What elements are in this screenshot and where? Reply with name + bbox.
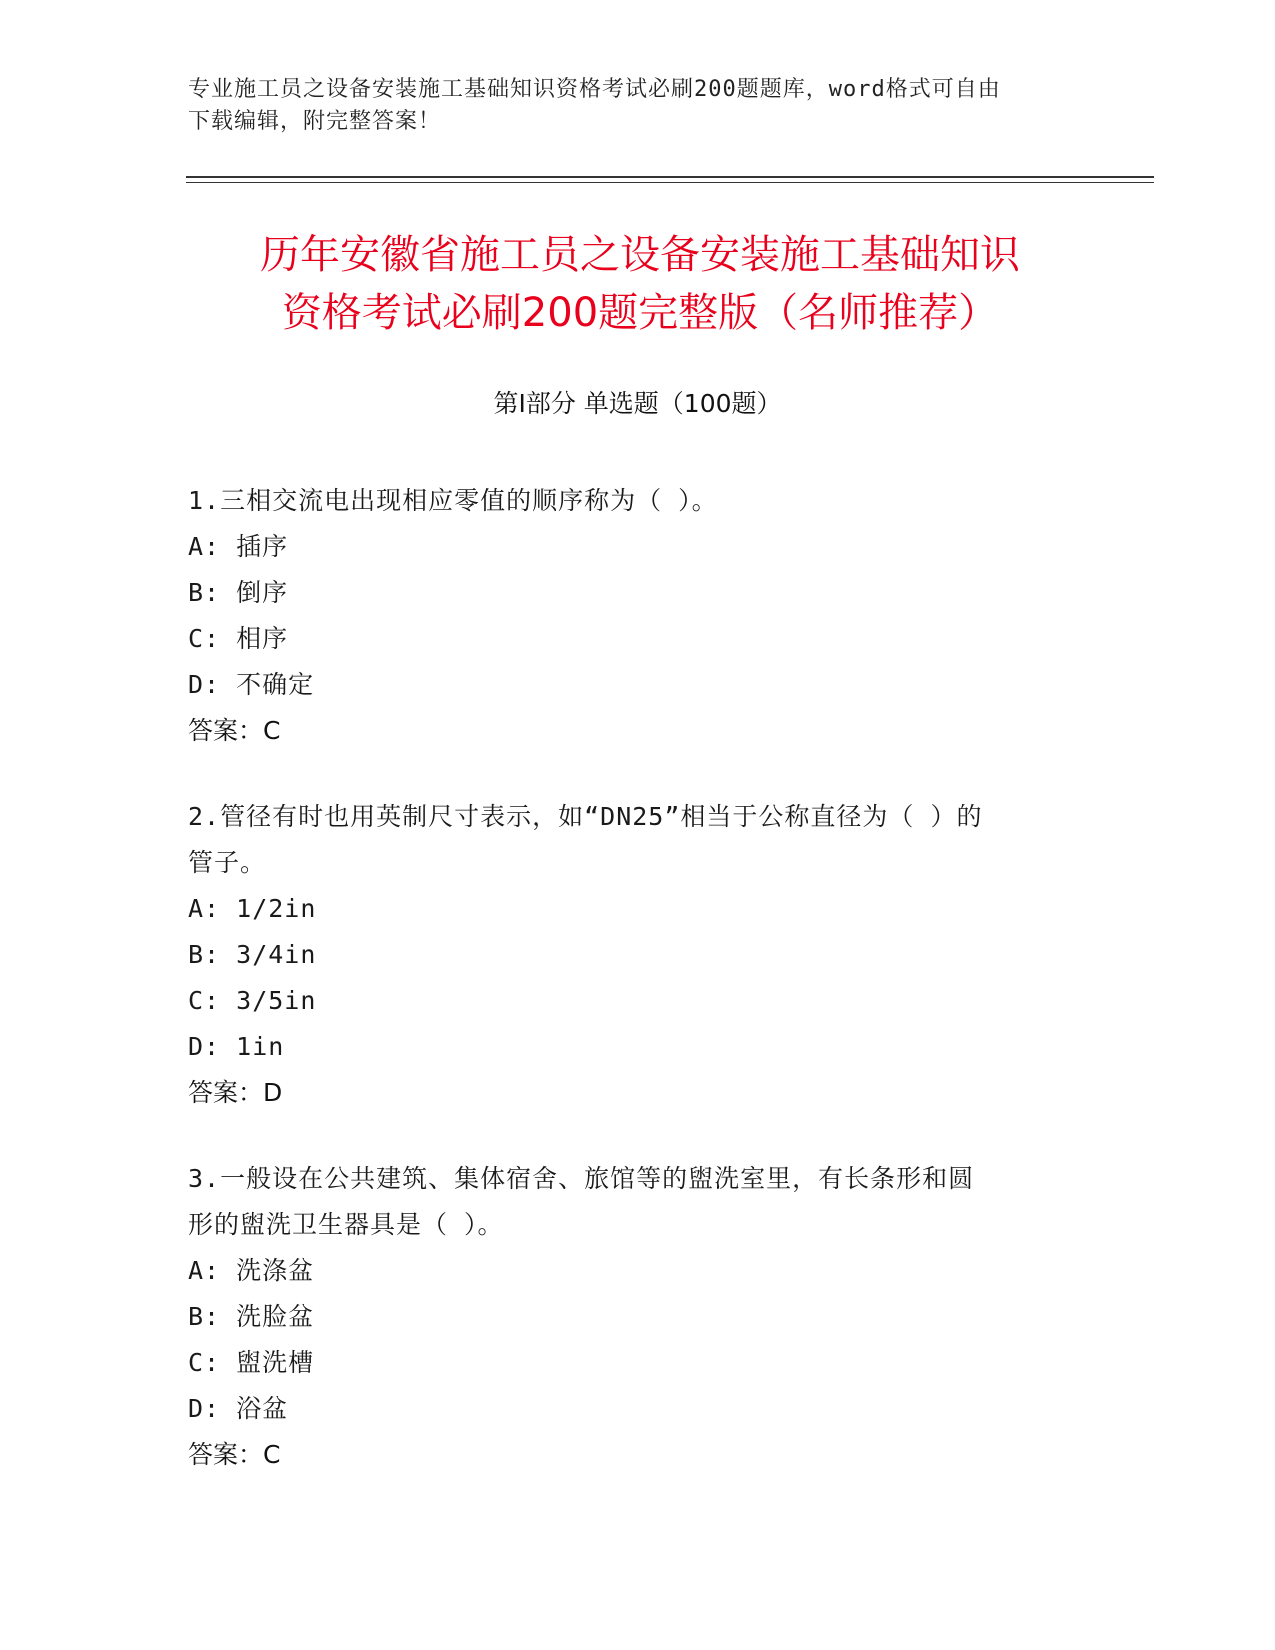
question-stem-continued: 管子。	[188, 848, 267, 877]
document-title-line-2: 资格考试必刷200题完整版（名师推荐）	[281, 290, 999, 336]
question-1	[188, 478, 1088, 754]
answer: 答案：C	[188, 1440, 281, 1469]
question-stem: 1.三相交流电出现相应零值的顺序称为（ ）。	[188, 486, 718, 515]
option-c: C: 3/5in	[188, 986, 317, 1015]
question-3	[188, 1156, 1088, 1478]
option-b: B: 洗脸盆	[188, 1302, 315, 1331]
header-note	[188, 74, 1088, 138]
option-d: D: 不确定	[188, 670, 315, 699]
section-title: 第Ⅰ部分 单选题（100题）	[493, 389, 782, 418]
option-b: B: 3/4in	[188, 940, 317, 969]
option-c: C: 盥洗槽	[188, 1348, 315, 1377]
question-2	[188, 794, 1088, 1116]
option-a: A: 插序	[188, 532, 289, 561]
option-d: D: 浴盆	[188, 1394, 289, 1423]
option-a: A: 洗涤盆	[188, 1256, 315, 1285]
document-title	[180, 226, 1100, 342]
header-note-line-1: 专业施工员之设备安装施工基础知识资格考试必刷200题题库，word格式可自由	[188, 77, 1001, 102]
answer: 答案：C	[188, 716, 281, 745]
option-c: C: 相序	[188, 624, 289, 653]
header-note-line-2: 下载编辑，附完整答案！	[188, 109, 442, 134]
question-list	[188, 478, 1088, 1518]
question-stem-continued: 形的盥洗卫生器具是（ ）。	[188, 1210, 504, 1239]
header-divider-thick	[186, 176, 1154, 178]
document-title-line-1: 历年安徽省施工员之设备安装施工基础知识	[260, 232, 1020, 278]
question-stem: 2.管径有时也用英制尺寸表示，如“DN25”相当于公称直径为（ ）的	[188, 802, 983, 831]
option-d: D: 1in	[188, 1032, 285, 1061]
option-a: A: 1/2in	[188, 894, 317, 923]
answer: 答案：D	[188, 1078, 283, 1107]
option-b: B: 倒序	[188, 578, 289, 607]
header-divider-thin	[186, 182, 1154, 183]
question-stem: 3.一般设在公共建筑、集体宿舍、旅馆等的盥洗室里，有长条形和圆	[188, 1164, 975, 1193]
